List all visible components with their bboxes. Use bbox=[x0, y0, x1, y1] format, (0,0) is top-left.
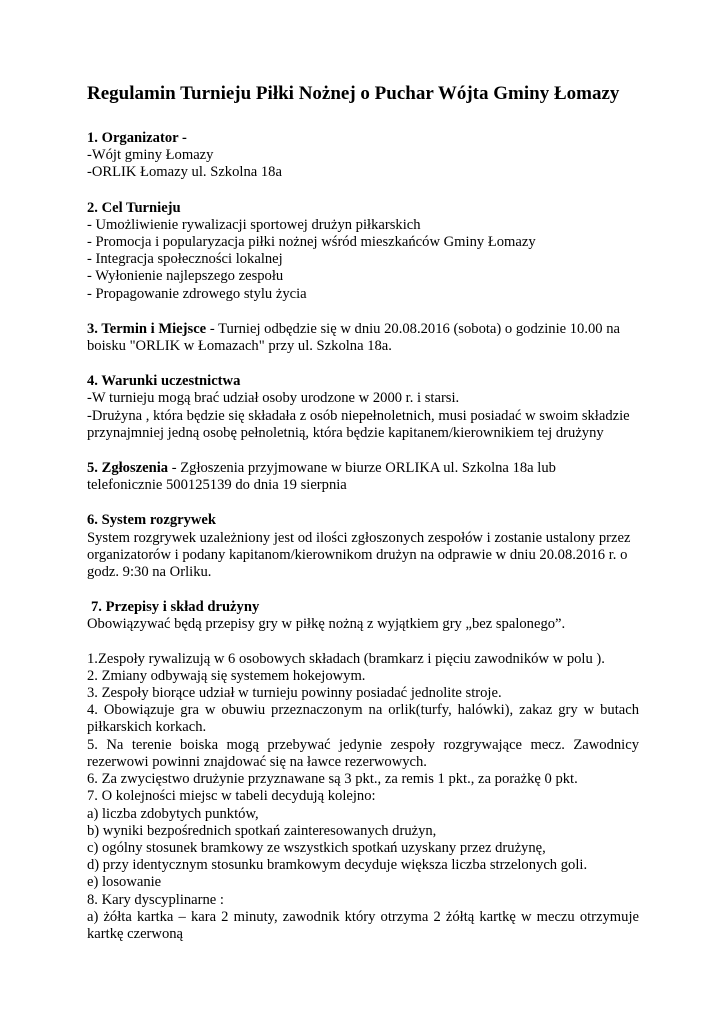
list-item: - Propagowanie zdrowego stylu życia bbox=[87, 285, 307, 302]
section-registration bbox=[87, 460, 639, 494]
text-line: godz. 9:30 na Orliku. bbox=[87, 564, 212, 581]
text-line: System rozgrywek uzależniony jest od ilości zgłoszonych zespołów i zostanie ustalony przez bbox=[87, 529, 631, 546]
section-organizer bbox=[87, 130, 639, 182]
section-heading: 6. System rozgrywek bbox=[87, 512, 217, 529]
text-line: organizatorów i podany kapitanom/kierownikom drużyn na odprawie w dniu 20.08.2016 r. o bbox=[87, 546, 628, 563]
text-line: przynajmniej jedną osobę pełnoletnią, która będzie kapitanem/kierownikiem tej drużyny bbox=[87, 424, 604, 441]
list-item: - Umożliwienie rywalizacji sportowej drużyn piłkarskich bbox=[87, 216, 421, 233]
rule-item: 8. Kary dyscyplinarne : bbox=[87, 891, 224, 908]
text-line: Obowiązywać będą przepisy gry w piłkę nożną z wyjątkiem gry „bez spalonego”. bbox=[87, 616, 566, 633]
rule-item: 4. Obowiązuje gra w obuwiu przeznaczonym na orlik(turfy, halówki), zakaz gry w butach piłkarskich korkach. bbox=[87, 702, 639, 736]
rule-item: 5. Na terenie boiska mogą przebywać jedynie zespoły rozgrywające mecz. Zawodnicy rezerwowi powinni znajdować się na ławce rezerwowych. bbox=[87, 736, 639, 770]
section-conditions bbox=[87, 373, 639, 442]
rule-item: a) liczba zdobytych punktów, bbox=[87, 805, 259, 822]
text-line: telefonicznie 500125139 do dnia 19 sierpnia bbox=[87, 477, 347, 494]
text-line: boisku "ORLIK w Łomazach" przy ul. Szkolna 18a. bbox=[87, 338, 392, 355]
section-heading: 5. Zgłoszenia bbox=[87, 460, 169, 477]
document-title: Regulamin Turnieju Piłki Nożnej o Puchar Wójta Gminy Łomazy bbox=[87, 83, 620, 104]
section-text: - Turniej odbędzie się w dniu 20.08.2016 (sobota) o godzinie 10.00 na bbox=[206, 320, 621, 337]
list-item: - Wyłonienie najlepszego zespołu bbox=[87, 268, 284, 285]
rule-item: d) przy identycznym stosunku bramkowym decyduje większa liczba strzelonych goli. bbox=[87, 857, 588, 874]
rule-item: 3. Zespoły biorące udział w turnieju powinny posiadać jednolite stroje. bbox=[87, 685, 502, 702]
section-heading: 4. Warunki uczestnictwa bbox=[87, 373, 241, 390]
list-item: - Integracja społeczności lokalnej bbox=[87, 251, 283, 268]
section-goals bbox=[87, 200, 639, 303]
text-line: -W turnieju mogą brać udział osoby urodzone w 2000 r. i starsi. bbox=[87, 390, 460, 407]
list-item: - Promocja i popularyzacja piłki nożnej wśród mieszkańców Gminy Łomazy bbox=[87, 234, 536, 251]
text-line bbox=[87, 460, 639, 477]
rule-item: 1.Zespoły rywalizują w 6 osobowych składach (bramkarz i pięciu zawodników w polu ). bbox=[87, 650, 605, 667]
rule-item: a) żółta kartka – kara 2 minuty, zawodnik który otrzyma 2 żółtą kartkę w meczu otrzymuje kartkę czerwoną bbox=[87, 908, 639, 942]
rule-item: 6. Za zwycięstwo drużynie przyznawane są 3 pkt., za remis 1 pkt., za porażkę 0 pkt. bbox=[87, 771, 578, 788]
rule-item: 7. O kolejności miejsc w tabeli decydują kolejno: bbox=[87, 788, 376, 805]
section-heading: 7. Przepisy i skład drużyny bbox=[91, 599, 260, 616]
rule-item: 2. Zmiany odbywają się systemem hokejowym. bbox=[87, 667, 366, 684]
rule-item: c) ogólny stosunek bramkowy ze wszystkich spotkań uzyskany przez drużynę, bbox=[87, 839, 546, 856]
rule-item: b) wyniki bezpośrednich spotkań zainteresowanych drużyn, bbox=[87, 822, 437, 839]
section-text: - Zgłoszenia przyjmowane w biurze ORLIKA ul. Szkolna 18a lub bbox=[168, 460, 556, 477]
section-heading: 3. Termin i Miejsce bbox=[87, 320, 207, 337]
rule-item: e) losowanie bbox=[87, 874, 162, 891]
section-rules bbox=[87, 599, 639, 943]
section-date-place bbox=[87, 321, 639, 355]
text-line: -Wójt gminy Łomazy bbox=[87, 147, 214, 164]
text-line bbox=[87, 321, 639, 338]
document-page bbox=[87, 82, 639, 961]
section-heading: 1. Organizator - bbox=[87, 130, 187, 146]
text-line: -ORLIK Łomazy ul. Szkolna 18a bbox=[87, 164, 282, 181]
section-heading: 2. Cel Turnieju bbox=[87, 199, 181, 216]
text-line: -Drużyna , która będzie się składała z osób niepełnoletnich, musi posiadać w swoim składzie bbox=[87, 407, 630, 424]
section-system bbox=[87, 512, 639, 581]
